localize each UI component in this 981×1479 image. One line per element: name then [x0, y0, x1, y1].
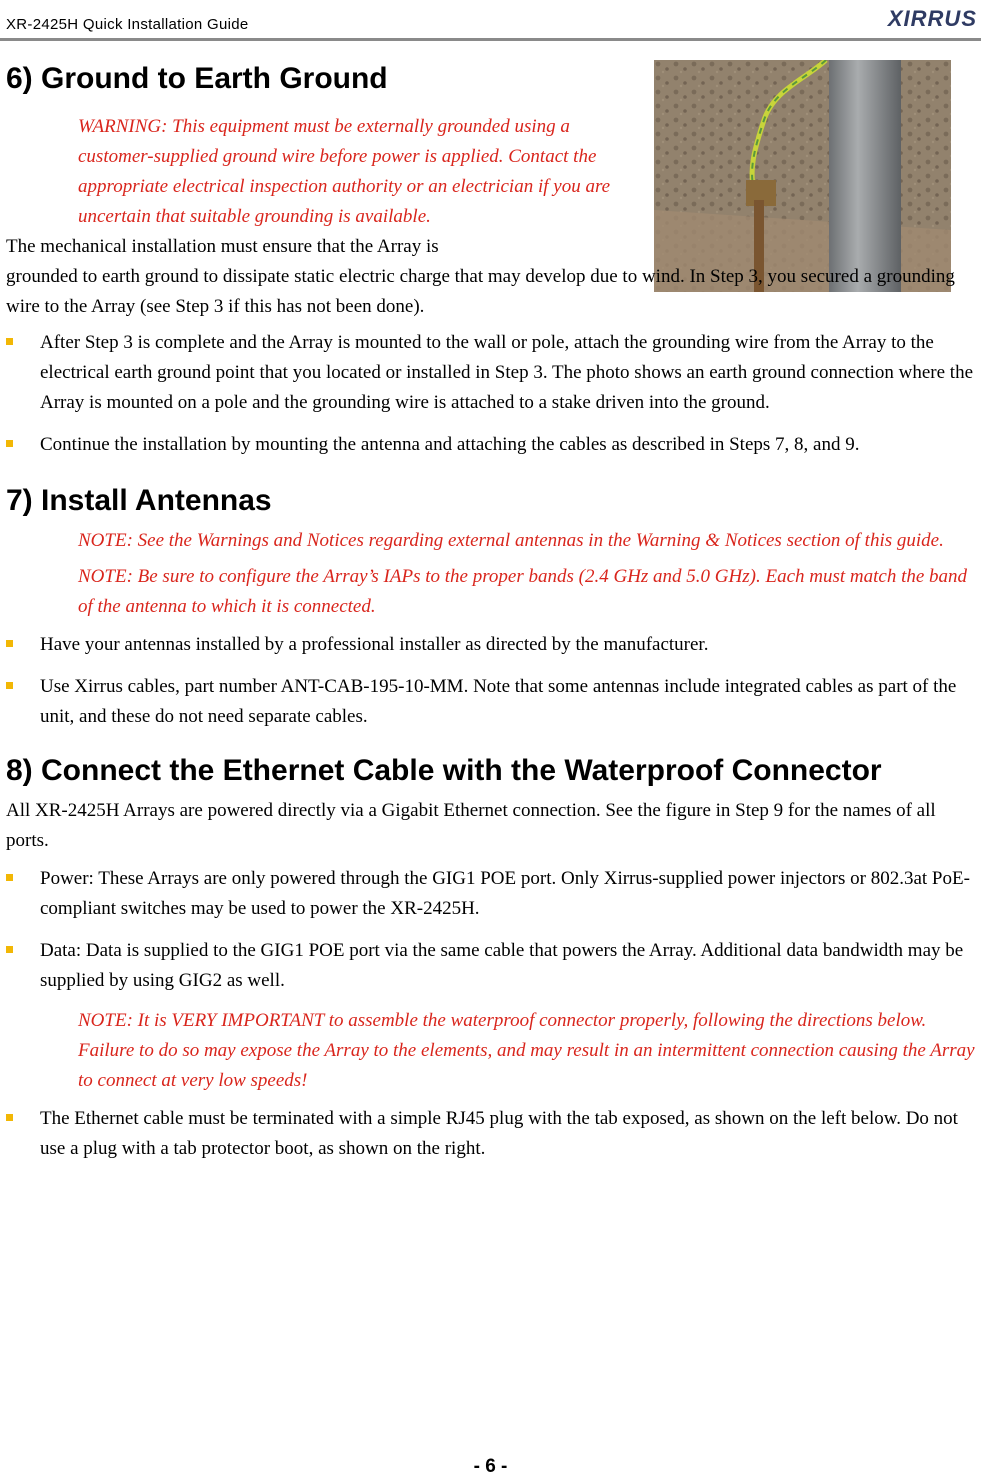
waterproof-connector-note: NOTE: It is VERY IMPORTANT to assemble the waterproof connector properly, following the directions below. Failure to do so may expose the Array to the elements, and may result in an intermittent connection causing the Array to connect at very low speeds! [78, 1010, 975, 1091]
header-title: XR-2425H Quick Installation Guide [6, 16, 249, 33]
section-6-intro-rest: grounded to earth ground to dissipate static electric charge that may develop due to wind. In Step 3, you secured a grounding wire to the Array (see Step 3 if this has not been done). [6, 266, 955, 317]
section-6-bullets [6, 328, 978, 460]
list-item: Power: These Arrays are only powered through the GIG1 POE port. Only Xirrus-supplied power injectors or 802.3at PoE-compliant switches may be used to power the XR-2425H. [6, 864, 978, 924]
antenna-note-2: NOTE: Be sure to configure the Array’s IAPs to the proper bands (2.4 GHz and 5.0 GHz). Each must match the band of the antenna to which it is connected. [78, 566, 968, 617]
page-number: - 6 - [473, 1456, 508, 1477]
bullet-icon [6, 1114, 13, 1121]
xirrus-logo: XIRRUS [887, 6, 977, 31]
list-item: Data: Data is supplied to the GIG1 POE port via the same cable that powers the Array. Additional data bandwidth may be supplied by using GIG2 as well. [6, 936, 978, 996]
section-6-intro-line1: The mechanical installation must ensure that the Array is [6, 236, 439, 257]
list-item: Have your antennas installed by a professional installer as directed by the manufacturer. [6, 630, 978, 660]
header-divider [0, 38, 981, 41]
section-8-heading: 8) Connect the Ethernet Cable with the Waterproof Connector [6, 754, 882, 787]
antenna-note-1: NOTE: See the Warnings and Notices regarding external antennas in the Warning & Notices section of this guide. [78, 530, 944, 551]
section-8-bullets-2 [6, 1104, 978, 1164]
bullet-icon [6, 440, 13, 447]
bullet-icon [6, 946, 13, 953]
bullet-icon [6, 874, 13, 881]
list-item: Continue the installation by mounting the antenna and attaching the cables as described in Steps 7, 8, and 9. [6, 430, 978, 460]
list-item: The Ethernet cable must be terminated with a simple RJ45 plug with the tab exposed, as shown on the left below. Do not use a plug with a tab protector boot, as shown on the right. [6, 1104, 978, 1164]
list-item: Use Xirrus cables, part number ANT-CAB-195-10-MM. Note that some antennas include integrated cables as part of the unit, and these do not need separate cables. [6, 672, 978, 732]
list-item: After Step 3 is complete and the Array is mounted to the wall or pole, attach the grounding wire from the Array to the electrical earth ground point that you located or installed in Step 3. The photo shows an earth ground connection where the Array is mounted on a pole and the grounding wire is attached to a stake driven into the ground. [6, 328, 978, 418]
section-8-bullets [6, 864, 978, 996]
section-7-bullets [6, 630, 978, 732]
bullet-icon [6, 682, 13, 689]
grounding-warning: WARNING: This equipment must be externally grounded using a customer-supplied ground wire before power is applied. Contact the appropriate electrical inspection authority or an electrician if you are uncertain that suitable grounding is available. [78, 116, 611, 227]
bullet-icon [6, 338, 13, 345]
section-6-heading: 6) Ground to Earth Ground [6, 62, 388, 95]
section-8-intro: All XR-2425H Arrays are powered directly via a Gigabit Ethernet connection. See the figure in Step 9 for the names of all ports. [6, 800, 936, 851]
page-header [0, 0, 981, 40]
section-7-heading: 7) Install Antennas [6, 484, 272, 517]
bullet-icon [6, 640, 13, 647]
page-content [6, 60, 978, 1164]
